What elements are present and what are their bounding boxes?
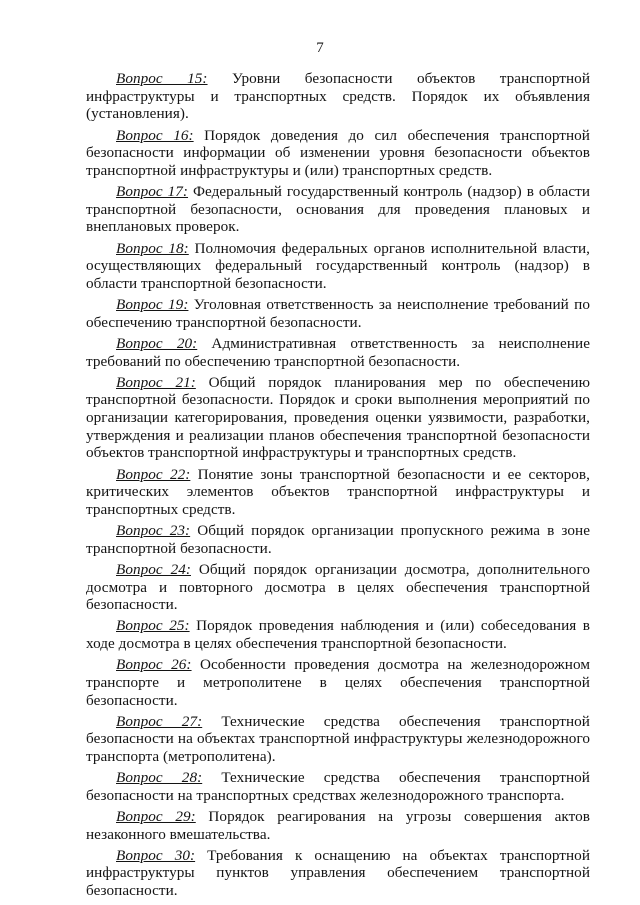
question-text: Общий порядок планирования мер по обеспечению транспортной безопасности. Порядок и сроки выполнения мероприятий по организации категорирования, проведения оценки уязвимости, разработки, утверждения и реализации планов обеспечения транспортной безопасности объектов транспортной инфраструктуры и транспортных средств. — [86, 373, 590, 462]
question-text: Уголовная ответственность за неисполнение требований по обеспечению транспортной безопасности. — [86, 296, 590, 331]
question-item-21 — [86, 374, 590, 463]
question-item-27 — [86, 713, 590, 766]
question-label: Вопрос 19: — [116, 296, 189, 313]
question-text: Требования к оснащению на объектах транспортной инфраструктуры пунктов управления обеспечением транспортной безопасности. — [86, 846, 590, 900]
question-item-16 — [86, 127, 590, 180]
question-text: Технические средства обеспечения транспортной безопасности на объектах транспортной инфраструктуры железнодорожного транспорта (метрополитена). — [86, 712, 590, 765]
question-label: Вопрос 21: — [116, 373, 196, 391]
question-item-25 — [86, 617, 590, 652]
question-item-23 — [86, 522, 590, 557]
question-text: Порядок проведения наблюдения и (или) собеседования в ходе досмотра в целях обеспечения транспортной безопасности. — [86, 617, 591, 652]
question-label: Вопрос 20: — [116, 334, 198, 352]
question-text: Федеральный государственный контроль (надзор) в области транспортной безопасности, основания для проведения плановых и внеплановых проверок. — [86, 183, 590, 236]
question-item-26 — [86, 656, 590, 709]
question-label: Вопрос 16: — [116, 126, 194, 144]
question-text: Полномочия федеральных органов исполнительной власти, осуществляющих федеральный государственный контроль (надзор) в области транспортной безопасности. — [86, 239, 590, 292]
question-label: Вопрос 18: — [116, 239, 189, 257]
question-item-15 — [86, 70, 590, 123]
page-number: 7 — [316, 40, 324, 56]
question-text: Уровни безопасности объектов транспортной инфраструктуры и транспортных средств. Порядок их объявления (установления). — [86, 70, 590, 123]
question-text: Технические средства обеспечения транспортной безопасности на транспортных средствах железнодорожного транспорта. — [86, 769, 590, 804]
question-label: Вопрос 23: — [116, 522, 191, 539]
question-text: Понятие зоны транспортной безопасности и ее секторов, критических элементов объектов транспортной инфраструктуры и транспортных средств. — [86, 465, 590, 518]
question-text: Общий порядок организации пропускного режима в зоне транспортной безопасности. — [86, 522, 590, 557]
question-label: Вопрос 28: — [116, 769, 203, 787]
question-label: Вопрос 26: — [116, 656, 192, 674]
question-label: Вопрос 25: — [116, 617, 190, 635]
question-text: Административная ответственность за неисполнение требований по обеспечению транспортной безопасности. — [86, 334, 590, 370]
question-item-29 — [86, 808, 590, 843]
question-text: Порядок реагирования на угрозы совершения актов незаконного вмешательства. — [86, 807, 590, 843]
question-label: Вопрос 29: — [116, 807, 196, 825]
question-label: Вопрос 30: — [116, 846, 196, 864]
question-label: Вопрос 15: — [116, 70, 208, 87]
question-text: Общий порядок организации досмотра, дополнительного досмотра и повторного досмотра в целях обеспечения транспортной безопасности. — [86, 560, 590, 614]
question-text: Особенности проведения досмотра на железнодорожном транспорте и метрополитене в целях обеспечения транспортной безопасности. — [86, 656, 590, 709]
question-label: Вопрос 27: — [116, 712, 203, 730]
question-item-24 — [86, 561, 590, 614]
question-label: Вопрос 22: — [116, 465, 191, 483]
question-item-18 — [86, 240, 590, 293]
question-list — [86, 70, 590, 903]
question-item-17 — [86, 183, 590, 236]
question-item-28 — [86, 769, 590, 804]
question-item-30 — [86, 847, 590, 900]
question-item-20 — [86, 335, 590, 370]
question-item-22 — [86, 466, 590, 519]
question-label: Вопрос 24: — [116, 560, 191, 578]
question-item-19 — [86, 296, 590, 331]
question-label: Вопрос 17: — [116, 183, 189, 200]
question-text: Порядок доведения до сил обеспечения транспортной безопасности информации об изменении уровня безопасности объектов транспортной инфраструктуры и (или) транспортных средств. — [86, 126, 590, 179]
